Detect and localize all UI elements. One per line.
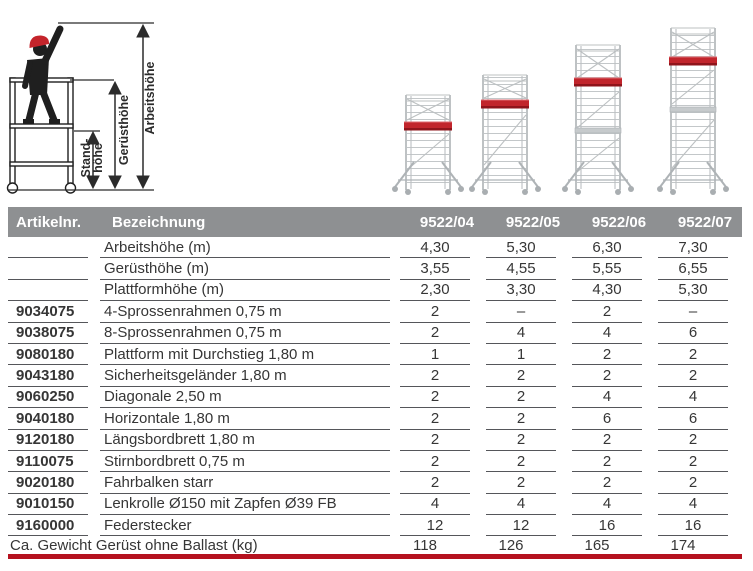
value-cell: 2 xyxy=(572,472,642,493)
table-row xyxy=(8,301,742,322)
bezeichnung-cell: Arbeitshöhe (m) xyxy=(100,237,390,258)
value-cell: 4 xyxy=(400,494,470,515)
value-cell: 12 xyxy=(400,515,470,536)
artikelnr-cell: 9020180 xyxy=(8,472,88,493)
value-cell: 2 xyxy=(658,472,728,493)
artikelnr-cell xyxy=(8,258,88,279)
col-header-model-9522-05: 9522/05 xyxy=(505,213,561,231)
value-cell: 6 xyxy=(658,408,728,429)
value-cell: 2 xyxy=(572,301,642,322)
value-cell: 7,30 xyxy=(658,237,728,258)
scaffold-image-9522-06 xyxy=(562,45,634,195)
bezeichnung-cell: Diagonale 2,50 m xyxy=(100,387,390,408)
col-header-model-9522-04: 9522/04 xyxy=(419,213,475,231)
value-cell: 12 xyxy=(486,515,556,536)
artikelnr-cell: 9038075 xyxy=(8,323,88,344)
value-cell: 2 xyxy=(400,301,470,322)
value-cell: 2 xyxy=(658,344,728,365)
geruesthoehe-label: Gerüsthöhe xyxy=(117,94,131,166)
artikelnr-cell: 9110075 xyxy=(8,451,88,472)
value-cell: 2 xyxy=(400,323,470,344)
bezeichnung-cell: Plattform mit Durchstieg 1,80 m xyxy=(100,344,390,365)
height-definition-diagram xyxy=(0,8,180,198)
value-cell: 16 xyxy=(658,515,728,536)
table-row xyxy=(8,494,742,515)
artikelnr-cell: 9080180 xyxy=(8,344,88,365)
bezeichnung-cell: Horizontale 1,80 m xyxy=(100,408,390,429)
value-cell: 4 xyxy=(572,387,642,408)
scaffold-product-images xyxy=(370,0,753,200)
weight-value-cell: 174 xyxy=(670,536,696,554)
artikelnr-cell: 9060250 xyxy=(8,387,88,408)
value-cell: 5,55 xyxy=(572,258,642,279)
artikelnr-cell: 9120180 xyxy=(8,430,88,451)
value-cell: 4,55 xyxy=(486,258,556,279)
bezeichnung-cell: Federstecker xyxy=(100,515,390,536)
table-row xyxy=(8,408,742,429)
weight-value-cell: 118 xyxy=(413,536,437,554)
value-cell: 4 xyxy=(486,323,556,344)
artikelnr-cell xyxy=(8,237,88,258)
value-cell: 2 xyxy=(572,430,642,451)
value-cell: 2 xyxy=(572,451,642,472)
bezeichnung-cell: 4-Sprossenrahmen 0,75 m xyxy=(100,301,390,322)
value-cell: 2 xyxy=(486,365,556,386)
col-header-model-9522-06: 9522/06 xyxy=(591,213,647,231)
table-row xyxy=(8,323,742,344)
artikelnr-cell xyxy=(8,280,88,301)
table-row xyxy=(8,365,742,386)
arbeitshoehe-label: Arbeitshöhe xyxy=(143,61,157,135)
bezeichnung-cell: Stirnbordbrett 0,75 m xyxy=(100,451,390,472)
accent-rule xyxy=(8,554,742,559)
artikelnr-cell: 9160000 xyxy=(8,515,88,536)
value-cell: 4 xyxy=(658,494,728,515)
table-row xyxy=(8,387,742,408)
value-cell: 3,30 xyxy=(486,280,556,301)
value-cell: 2 xyxy=(486,408,556,429)
col-header-model-9522-07: 9522/07 xyxy=(677,213,733,231)
value-cell: 2 xyxy=(400,408,470,429)
value-cell: 3,55 xyxy=(400,258,470,279)
value-cell: 4,30 xyxy=(400,237,470,258)
table-row xyxy=(8,280,742,301)
value-cell: 1 xyxy=(486,344,556,365)
worker-silhouette xyxy=(23,29,60,124)
artikelnr-cell: 9043180 xyxy=(8,365,88,386)
value-cell: 4,30 xyxy=(572,280,642,301)
value-cell: 2 xyxy=(486,430,556,451)
bezeichnung-cell: Sicherheitsgeländer 1,80 m xyxy=(100,365,390,386)
value-cell: 2 xyxy=(572,365,642,386)
value-cell: 2,30 xyxy=(400,280,470,301)
standhoehe-label-line2: höhe xyxy=(91,143,105,173)
value-cell: 2 xyxy=(400,430,470,451)
value-cell: 2 xyxy=(400,472,470,493)
artikelnr-cell: 9034075 xyxy=(8,301,88,322)
col-header-artikelnr: Artikelnr. xyxy=(16,213,82,231)
value-cell: 4 xyxy=(486,494,556,515)
value-cell: 5,30 xyxy=(486,237,556,258)
value-cell: 6 xyxy=(658,323,728,344)
value-cell: 5,30 xyxy=(658,280,728,301)
value-cell: 2 xyxy=(400,387,470,408)
value-cell: 4 xyxy=(658,387,728,408)
value-cell: 1 xyxy=(400,344,470,365)
table-header-row xyxy=(8,207,742,237)
table-row xyxy=(8,344,742,365)
table-row xyxy=(8,237,742,258)
bezeichnung-cell: Längsbordbrett 1,80 m xyxy=(100,430,390,451)
scaffold-image-9522-07 xyxy=(657,28,729,195)
value-cell: 2 xyxy=(486,451,556,472)
artikelnr-cell: 9040180 xyxy=(8,408,88,429)
weight-label: Ca. Gewicht Gerüst ohne Ballast (kg) xyxy=(10,536,258,554)
value-cell: 2 xyxy=(658,365,728,386)
value-cell: 2 xyxy=(658,451,728,472)
value-cell: 2 xyxy=(486,472,556,493)
standhoehe-label-line1: Stand- xyxy=(79,138,93,178)
value-cell: 2 xyxy=(400,365,470,386)
bezeichnung-cell: Fahrbalken starr xyxy=(100,472,390,493)
col-header-bezeichnung: Bezeichnung xyxy=(112,213,206,231)
value-cell: 2 xyxy=(658,430,728,451)
value-cell: 4 xyxy=(572,323,642,344)
value-cell: 6,55 xyxy=(658,258,728,279)
bezeichnung-cell: Lenkrolle Ø150 mit Zapfen Ø39 FB xyxy=(100,494,390,515)
artikelnr-cell: 9010150 xyxy=(8,494,88,515)
table-row xyxy=(8,515,742,536)
value-cell: 4 xyxy=(572,494,642,515)
spec-table xyxy=(8,207,742,559)
value-cell: 6,30 xyxy=(572,237,642,258)
weight-value-cell: 126 xyxy=(498,536,524,554)
table-row xyxy=(8,472,742,493)
bezeichnung-cell: 8-Sprossenrahmen 0,75 m xyxy=(100,323,390,344)
weight-value-cell: 165 xyxy=(584,536,610,554)
scaffold-image-9522-04 xyxy=(392,95,464,195)
value-cell: 2 xyxy=(486,387,556,408)
scaffold-image-9522-05 xyxy=(469,75,541,195)
table-row xyxy=(8,451,742,472)
weight-row xyxy=(8,536,742,554)
table-row xyxy=(8,430,742,451)
bezeichnung-cell: Plattformhöhe (m) xyxy=(100,280,390,301)
table-row xyxy=(8,258,742,279)
value-cell: 16 xyxy=(572,515,642,536)
value-cell: – xyxy=(658,301,728,322)
value-cell: 6 xyxy=(572,408,642,429)
value-cell: – xyxy=(486,301,556,322)
value-cell: 2 xyxy=(572,344,642,365)
value-cell: 2 xyxy=(400,451,470,472)
bezeichnung-cell: Gerüsthöhe (m) xyxy=(100,258,390,279)
table-body xyxy=(8,237,742,536)
